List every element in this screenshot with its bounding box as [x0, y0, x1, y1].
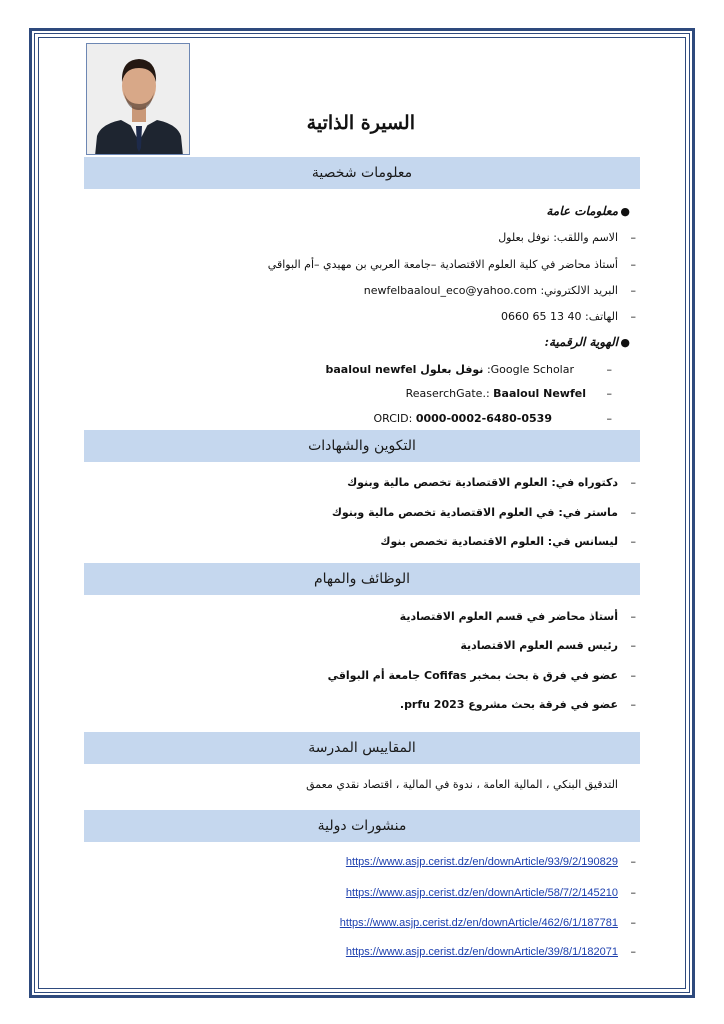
dash-marker: –: [606, 363, 612, 376]
dash-marker: –: [630, 698, 636, 711]
education-item: ليسانس في: العلوم الاقتصادية تخصص بنوك: [380, 535, 618, 548]
job-item: عضو في فرقة بحث مشروع prfu 2023.: [399, 698, 618, 711]
dash-marker: –: [630, 284, 636, 297]
phone-value: 0660 65 13 40: [501, 310, 582, 323]
researchgate-line: [406, 386, 586, 402]
google-scholar-value: نوفل بعلول baaloul newfel: [325, 363, 484, 376]
google-scholar-label: Google Scholar:: [486, 363, 574, 376]
dash-marker: –: [630, 639, 636, 652]
page-title: السيرة الذاتية: [306, 112, 415, 134]
email-line: البريد الالكتروني: newfelbaaloul_eco@yahoo.com: [363, 284, 618, 297]
profile-photo-graphic: [87, 44, 190, 155]
orcid-label: ORCID:: [373, 412, 413, 425]
section-header-personal: معلومات شخصية: [84, 157, 640, 189]
job-item: أستاذ محاضر في قسم العلوم الاقتصادية: [399, 610, 618, 623]
dash-marker: –: [630, 916, 636, 929]
section-header-education: التكوين والشهادات: [84, 430, 640, 462]
phone-line: [501, 309, 618, 325]
publication-link[interactable]: https://www.asjp.cerist.dz/en/downArticle/93/9/2/190829: [345, 856, 618, 868]
position-line: أستاذ محاضر في كلية العلوم الاقتصادية –جامعة العربي بن مهيدي –أم البواقي: [267, 258, 618, 271]
education-item: ماستر في: في العلوم الاقتصادية تخصص مالية وبنوك: [331, 506, 618, 519]
digital-identity-heading: الهوية الرقمية:: [544, 335, 618, 349]
dash-marker: –: [630, 610, 636, 623]
publication-link[interactable]: https://www.asjp.cerist.dz/en/downArticle/58/7/2/145210: [345, 887, 618, 899]
dash-marker: –: [630, 855, 636, 868]
profile-photo: [86, 43, 190, 155]
dash-marker: –: [630, 945, 636, 958]
job-item: عضو في فرق ة بحث بمخبر Cofifas جامعة أم البواقي: [327, 669, 618, 682]
publication-link[interactable]: https://www.asjp.cerist.dz/en/downArticle/462/6/1/187781: [339, 917, 618, 929]
section-header-courses: المقاييس المدرسة: [84, 732, 640, 764]
section-header-jobs: الوظائف والمهام: [84, 563, 640, 595]
education-item: دكتوراه في: العلوم الاقتصادية تخصص مالية وبنوك: [347, 476, 618, 489]
dash-marker: –: [630, 669, 636, 682]
researchgate-value: Baaloul Newfel: [493, 387, 586, 400]
dash-marker: –: [606, 387, 612, 400]
bullet-dot: ●: [620, 336, 630, 349]
orcid-value: 0000-0002-6480-0539: [415, 412, 552, 425]
researchgate-label: ReaserchGate.:: [405, 387, 490, 400]
dash-marker: –: [630, 535, 636, 548]
publication-link[interactable]: https://www.asjp.cerist.dz/en/downArticle/39/8/1/182071: [345, 946, 618, 958]
dash-marker: –: [630, 258, 636, 271]
dash-marker: –: [630, 231, 636, 244]
dash-marker: –: [630, 506, 636, 519]
section-header-publications: منشورات دولية: [84, 810, 640, 842]
orcid-line: [373, 411, 574, 427]
name-line: الاسم واللقب: نوفل بعلول: [498, 231, 618, 244]
dash-marker: –: [630, 310, 636, 323]
courses-list: التدقيق البنكي ، المالية العامة ، ندوة في المالية ، اقتصاد نقدي معمق: [306, 778, 618, 791]
google-scholar-line: [326, 362, 575, 378]
general-info-heading: معلومات عامة: [546, 204, 618, 218]
phone-label: الهاتف:: [585, 310, 618, 323]
job-item: رئيس قسم العلوم الاقتصادية: [460, 639, 618, 652]
dash-marker: –: [630, 476, 636, 489]
dash-marker: –: [630, 886, 636, 899]
bullet-dot: ●: [620, 205, 630, 218]
dash-marker: –: [606, 412, 612, 425]
